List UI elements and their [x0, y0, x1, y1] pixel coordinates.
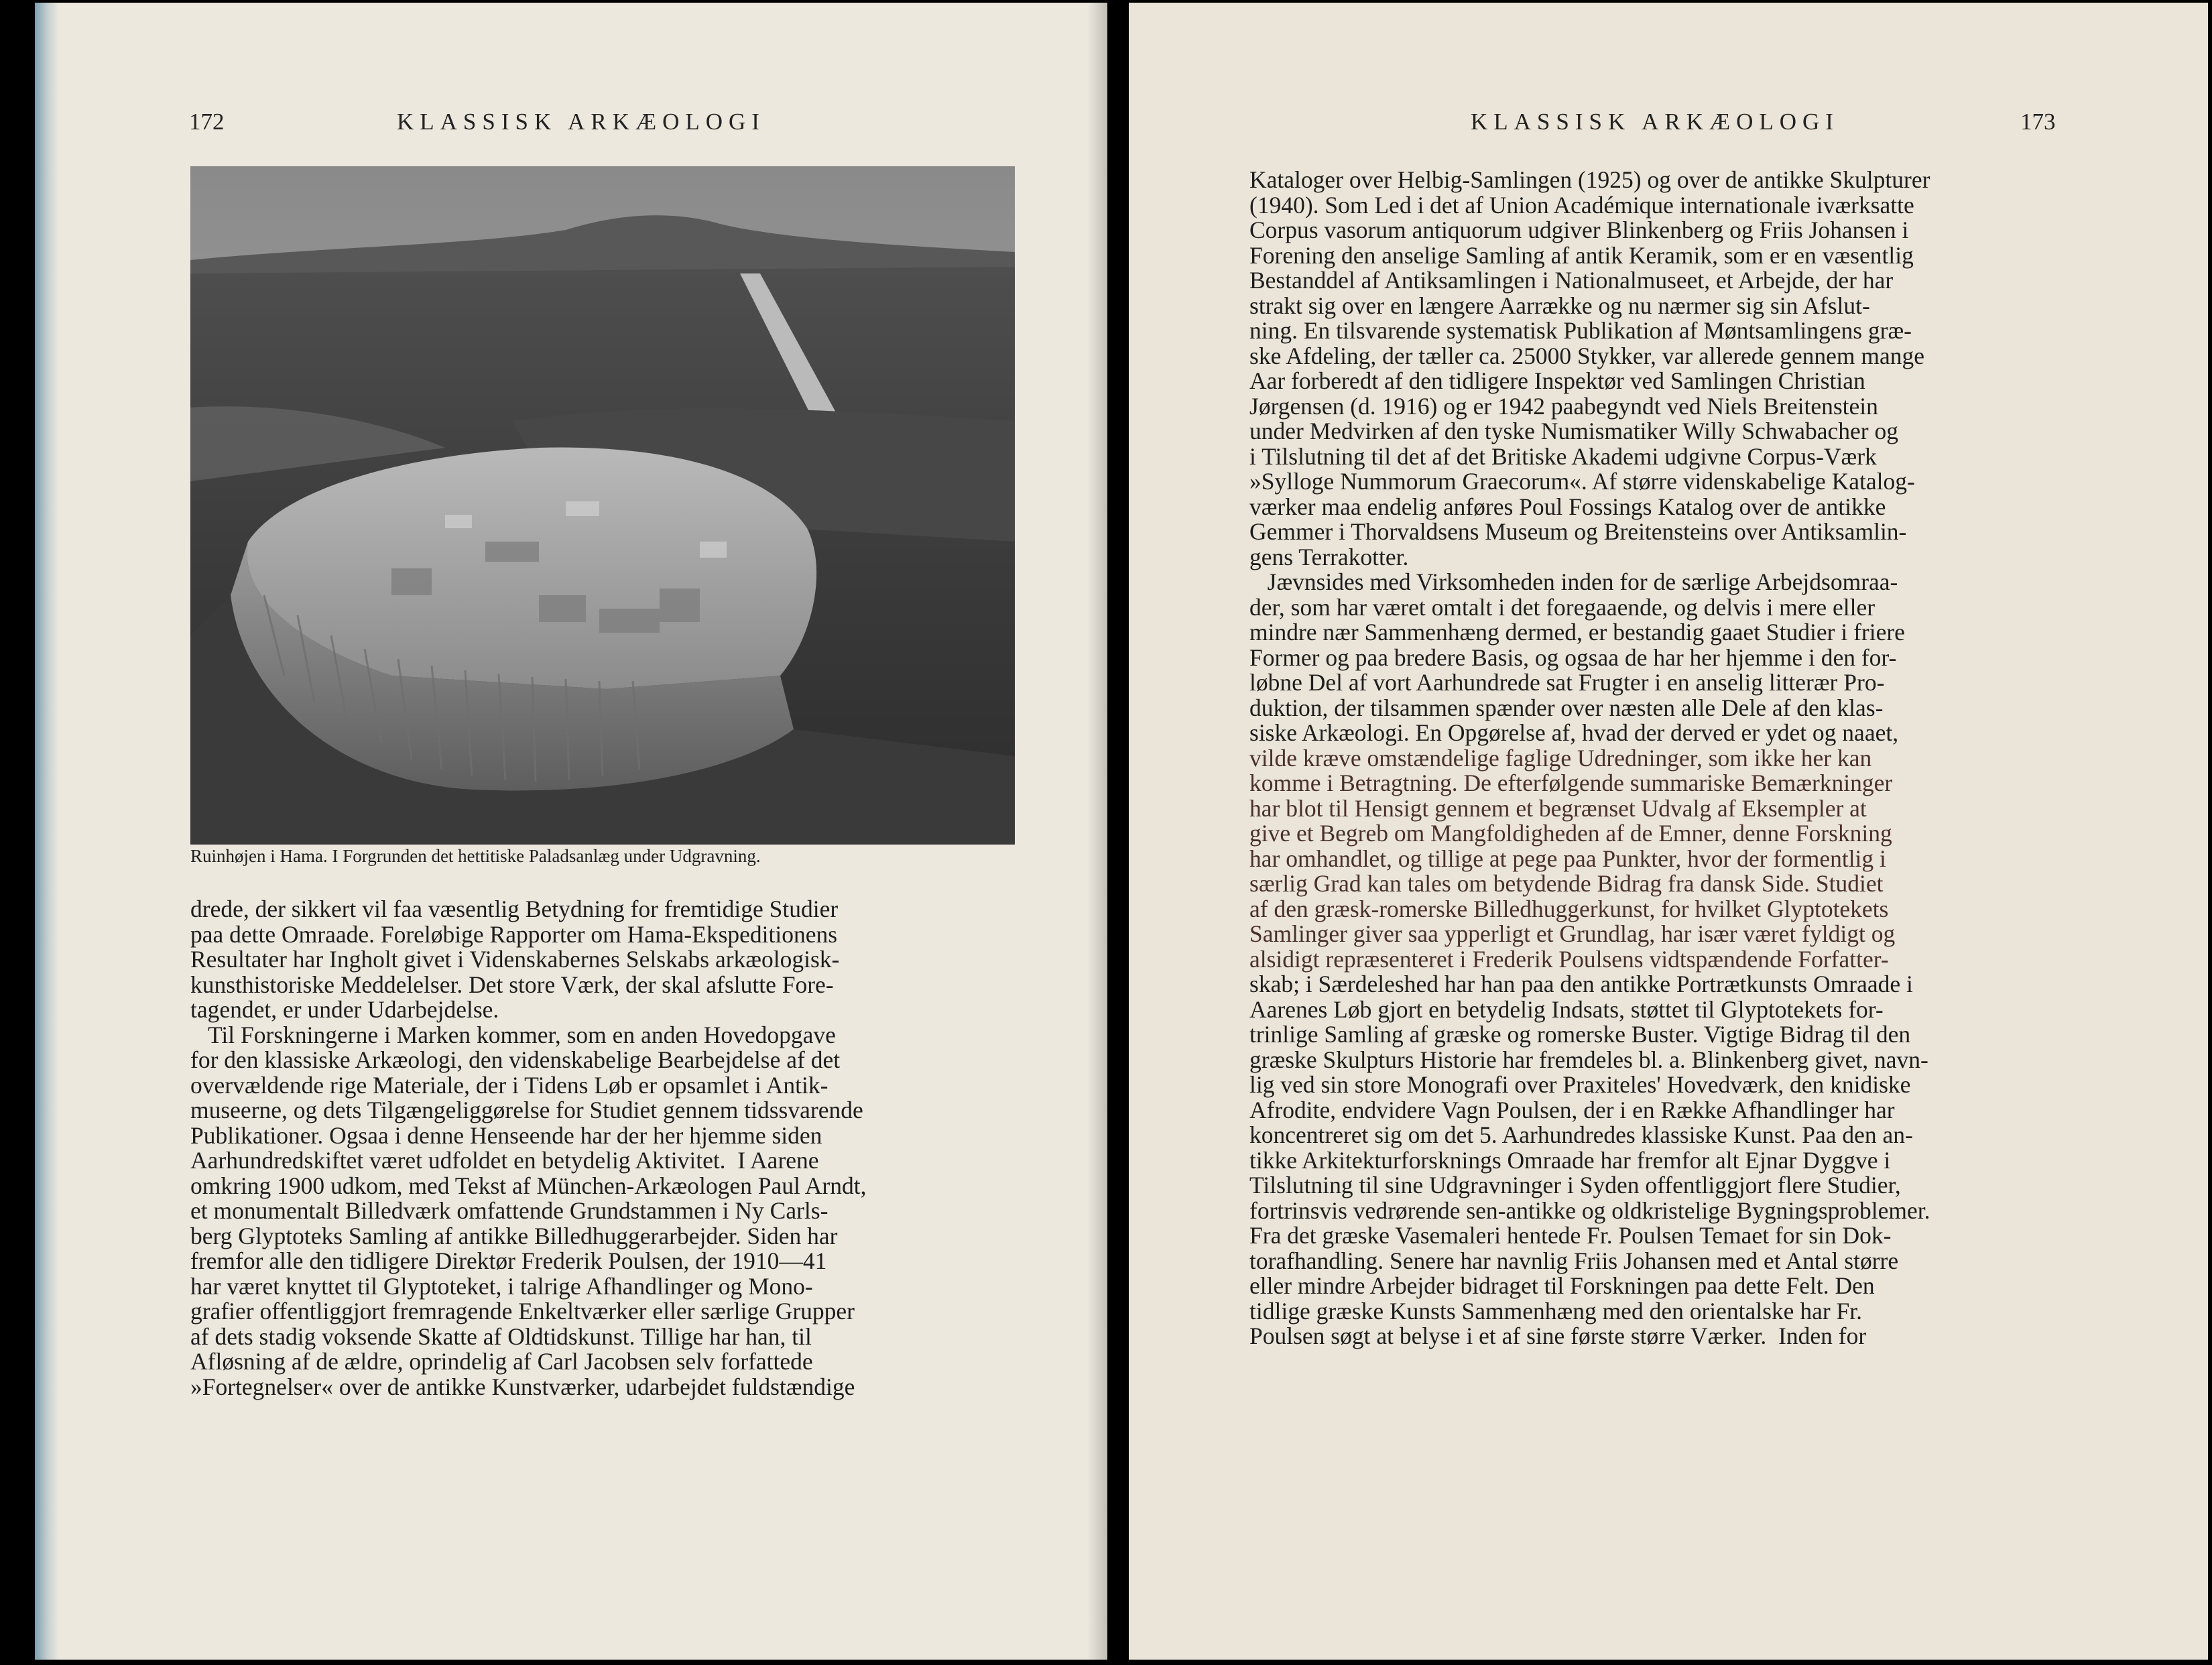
text-line: Aar forberedt af den tidligere Inspektør ved Samlingen Christian — [1249, 367, 1865, 394]
text-line: (1940). Som Led i det af Union Académique internationale iværksatte — [1249, 191, 1914, 219]
photo-caption: Ruinhøjen i Hama. I Forgrunden det hettitiske Paladsanlæg under Udgravning. — [190, 846, 761, 866]
text-line: komme i Betragtning. De efterfølgende summariske Bemærkninger — [1249, 769, 1893, 796]
text-line: trinlige Samling af græske og romerske Buster. Vigtige Bidrag til den — [1249, 1021, 1911, 1048]
text-line: lig ved sin store Monografi over Praxiteles' Hovedværk, den knidiske — [1249, 1071, 1911, 1098]
aerial-photo-illustration — [190, 166, 1015, 845]
right-body-text — [1249, 168, 1930, 1349]
text-line: græske Skulpturs Historie har fremdeles bl. a. Blinkenberg givet, navn- — [1249, 1046, 1928, 1073]
text-line: Kataloger over Helbig-Samlingen (1925) og over de antikke Skulpturer — [1249, 166, 1930, 193]
text-line: der, som har været omtalt i det foregaaende, og delvis i mere eller — [1249, 593, 1876, 621]
text-line: paa dette Omraade. Foreløbige Rapporter om Hama-Ekspeditionens — [190, 920, 838, 948]
text-line: mindre nær Sammenhæng dermed, er bestandig gaaet Studier i friere — [1249, 619, 1905, 645]
text-line: berg Glyptoteks Samling af antikke Billedhuggerarbejder. Siden har — [190, 1222, 838, 1249]
text-line: Fra det græske Vasemaleri hentede Fr. Poulsen Temaet for sin Dok- — [1249, 1222, 1892, 1249]
text-line: drede, der sikkert vil faa væsentlig Betydning for fremtidige Studier — [190, 896, 839, 922]
text-line: Gemmer i Thorvaldsens Museum og Breitensteins over Antiksamlin- — [1249, 518, 1907, 545]
text-line: Aarhundredskiftet været udfoldet en betydelig Aktivitet. I Aarene — [190, 1147, 819, 1174]
text-line: give et Begreb om Mangfoldigheden af de Emner, denne Forskning — [1249, 820, 1892, 847]
text-line: strakt sig over en længere Aarrække og nu nærmer sig sin Afslut- — [1249, 292, 1870, 319]
text-line: »Sylloge Nummorum Graecorum«. Af større videnskabelige Katalog- — [1249, 468, 1915, 495]
text-line: overvældende rige Materiale, der i Tidens Løb er opsamlet i Antik- — [190, 1071, 828, 1099]
left-book-page — [35, 3, 1107, 1660]
text-line: Til Forskningerne i Marken kommer, som en anden Hovedopgave — [190, 1021, 836, 1048]
text-line: tidlige græske Kunsts Sammenhæng med den orientalske har Fr. — [1249, 1297, 1863, 1324]
page-gutter-shadow — [1087, 3, 1107, 1660]
text-line: Forening den anselige Samling af antik Keramik, som er en væsentlig — [1249, 241, 1914, 269]
text-line: eller mindre Arbejder bidraget til Forskningen paa dette Felt. Den — [1249, 1272, 1875, 1299]
page-number: 173 — [2020, 109, 2056, 135]
text-line: Aarenes Løb gjort en betydelig Indsats, støttet til Glyptotekets for- — [1249, 995, 1884, 1023]
text-line: Afrodite, endvidere Vagn Poulsen, der i en Række Afhandlinger har — [1249, 1096, 1895, 1123]
text-line: ske Afdeling, der tæller ca. 25000 Stykker, var allerede gennem mange — [1249, 342, 1925, 369]
page-edge-shadow — [35, 3, 59, 1660]
text-line: Publikationer. Ogsaa i denne Henseende har der her hjemme siden — [190, 1121, 822, 1149]
text-line: Corpus vasorum antiquorum udgiver Blinkenberg og Friis Johansen i — [1249, 217, 1909, 243]
text-line: et monumentalt Billedværk omfattende Grundstammen i Ny Carls- — [190, 1197, 828, 1224]
text-line: har været knyttet til Glyptoteket, i talrige Afhandlinger og Mono- — [190, 1272, 813, 1300]
text-line: Samlinger giver saa ypperligt et Grundlag, har især været fyldigt og — [1249, 920, 1896, 947]
text-line: grafier offentliggjort fremragende Enkeltværker eller særlige Grupper — [190, 1298, 855, 1324]
text-line: Poulsen søgt at belyse i et af sine første større Værker. Inden for — [1249, 1322, 1867, 1349]
text-line: kunsthistoriske Meddelelser. Det store Værk, der skal afslutte Fore- — [190, 971, 834, 998]
text-line: under Medvirken af den tyske Numismatiker Willy Schwabacher og — [1249, 418, 1898, 444]
text-line: Resultater har Ingholt givet i Videnskabernes Selskabs arkæologisk- — [190, 946, 840, 973]
text-line: tikke Arkitekturforsknings Omraade har fremfor alt Ejnar Dyggve i — [1249, 1146, 1891, 1174]
text-line: for den klassiske Arkæologi, den videnskabelige Bearbejdelse af det — [190, 1046, 841, 1073]
text-line: værker maa endelig anføres Poul Fossings Katalog over de antikke — [1249, 493, 1886, 520]
text-line: vilde kræve omstændelige faglige Udredninger, som ikke her kan — [1249, 744, 1872, 772]
text-line: ning. En tilsvarende systematisk Publikation af Møntsamlingens græ- — [1249, 317, 1912, 344]
text-line: tagendet, er under Udarbejdelse. — [190, 996, 499, 1023]
text-line: alsidigt repræsenteret i Frederik Poulsens vidtspændende Forfatter- — [1249, 945, 1889, 973]
running-head: KLASSISK ARKÆOLOGI — [1471, 109, 1839, 135]
text-line: torafhandling. Senere har navnlig Friis Johansen med et Antal større — [1249, 1247, 1899, 1274]
text-line: Tilslutning til sine Udgravninger i Syden offentliggjort flere Studier, — [1249, 1172, 1901, 1198]
text-line: Afløsning af de ældre, oprindelig af Carl Jacobsen selv forfattede — [190, 1348, 813, 1375]
text-line: fremfor alle den tidligere Direktør Frederik Poulsen, der 1910—41 — [190, 1247, 827, 1274]
text-line: »Fortegnelser« over de antikke Kunstværker, udarbejdet fuldstændige — [190, 1373, 855, 1400]
text-line: særlig Grad kan tales om betydende Bidrag fra dansk Side. Studiet — [1249, 870, 1884, 897]
text-line: gens Terrakotter. — [1249, 543, 1409, 570]
text-line: museerne, og dets Tilgængeliggørelse for Studiet gennem tidssvarende — [190, 1097, 863, 1123]
text-line: Former og paa bredere Basis, og ogsaa de har her hjemme i den for- — [1249, 643, 1897, 671]
text-line: i Tilslutning til det af det Britiske Akademi udgivne Corpus-Værk — [1249, 442, 1877, 470]
page-number: 172 — [189, 109, 225, 135]
text-line: har blot til Hensigt gennem et begrænset Udvalg af Eksempler at — [1249, 794, 1867, 822]
text-line: fortrinsvis vedrørende sen-antikke og oldkristelige Bygningsproblemer. — [1249, 1196, 1930, 1224]
running-head: KLASSISK ARKÆOLOGI — [397, 109, 765, 135]
text-line: Bestanddel af Antiksamlingen i Nationalmuseet, et Arbejde, der har — [1249, 267, 1894, 294]
text-line: har omhandlet, og tillige at pege paa Punkter, hvor der formentlig i — [1249, 845, 1886, 872]
text-line: Jørgensen (d. 1916) og er 1942 paabegyndt ved Niels Breitenstein — [1249, 392, 1878, 420]
left-body-text — [190, 897, 867, 1400]
text-line: løbne Del af vort Aarhundrede sat Frugter i en anselig litterær Pro- — [1249, 669, 1885, 696]
right-book-page — [1129, 3, 2208, 1660]
text-line: skab; i Særdeleshed har han paa den antikke Portrætkunsts Omraade i — [1249, 971, 1913, 997]
text-line: omkring 1900 udkom, med Tekst af München-Arkæologen Paul Arndt, — [190, 1172, 867, 1199]
text-line: af den græsk-romerske Billedhuggerkunst, for hvilket Glyptotekets — [1249, 895, 1889, 922]
text-line: duktion, der tilsammen spænder over næsten alle Dele af den klas- — [1249, 694, 1884, 721]
photograph-ruin-mound-hama — [190, 166, 1015, 845]
text-line: siske Arkæologi. En Opgørelse af, hvad der derved er ydet og naaet, — [1249, 719, 1899, 746]
text-line: Jævnsides med Virksomheden inden for de særlige Arbejdsomraa- — [1249, 568, 1898, 595]
text-line: af dets stadig voksende Skatte af Oldtidskunst. Tillige har han, til — [190, 1322, 812, 1350]
text-line: koncentreret sig om det 5. Aarhundredes klassiske Kunst. Paa den an- — [1249, 1121, 1913, 1148]
